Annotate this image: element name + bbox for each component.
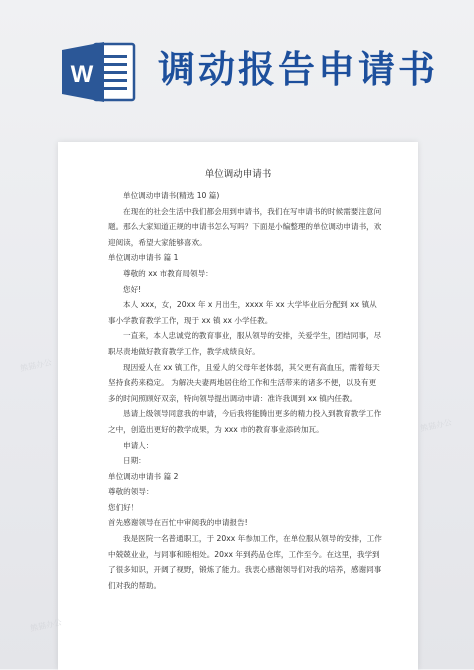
doc-paragraph: 现因爱人在 xx 镇工作，且爱人的父母年老体弱，其父更有高血压，需着每天坚持食药来稳定。 为解决夫妻两地居住给工作和生活带来的诸多不便，以及有更多的时间照顾好双亲，特向领导提出调动申请：准许我调到 xx 镇内任教。 [108, 362, 380, 403]
doc-paragraph: 尊敬的 xx 市教育局领导： [123, 268, 213, 278]
document-body [108, 188, 383, 593]
doc-paragraph: 您们好！ [108, 502, 139, 512]
doc-paragraph: 一直来，本人忠诚党的教育事业，服从领导的安排，关爱学生，团结同事，尽职尽责地做好教育教学工作，教学成绩良好。 [108, 331, 382, 356]
doc-paragraph: 在现在的社会生活中我们都会用到申请书，我们在写申请书的时候需要注意问题。那么大家知道正规的申请书怎么写吗？下面是小编整理的单位调动申请书，欢迎阅读，希望大家能够喜欢。 [108, 206, 382, 247]
document-page [58, 142, 418, 670]
doc-paragraph: 您好! [123, 284, 142, 294]
svg-text:W: W [70, 61, 94, 88]
doc-paragraph: 单位调动申请书(精选 10 篇) [123, 191, 220, 200]
doc-paragraph: 日期： [123, 456, 146, 466]
doc-paragraph: 尊敬的领导： [108, 487, 154, 497]
section-heading: 单位调动申请书 篇 1 [108, 253, 179, 263]
watermark-text: 熊猫办公 [19, 357, 53, 374]
header-banner [0, 0, 474, 140]
page-title: 调动报告申请书 [158, 48, 438, 91]
doc-paragraph: 申请人： [123, 440, 154, 450]
document-title: 单位调动申请书 [204, 169, 272, 180]
section-heading: 单位调动申请书 篇 2 [108, 471, 179, 481]
watermark-text: 熊猫办公 [29, 617, 63, 634]
doc-paragraph: 首先感谢领导在百忙中审阅我的申请报告! [108, 518, 248, 528]
doc-paragraph: 本人 xxx，女，20xx 年 x 月出生，xxxx 年 xx 大学毕业后分配到 xx 镇从事小学教育教学工作，现于 xx 镇 xx 小学任教。 [108, 300, 377, 325]
doc-paragraph: 我是医院一名普通职工，于 20xx 年参加工作，在单位服从领导的安排，工作中兢兢业业，与同事和睦相处。20xx 年到药品仓库，工作至今。在这里，我学到了很多知识，开阔了视野，锻炼了能力。我衷心感谢领导们对我的培养，感谢同事们对我的帮助。 [108, 534, 382, 590]
word-document-icon [60, 40, 138, 104]
doc-paragraph: 恳请上级领导同意我的申请，今后我将能腾出更多的精力投入到教育教学工作之中，创造出更好的教学成果，为 xxx 市的教育事业添砖加瓦。 [108, 409, 382, 434]
watermark-text: 熊猫办公 [419, 417, 453, 434]
